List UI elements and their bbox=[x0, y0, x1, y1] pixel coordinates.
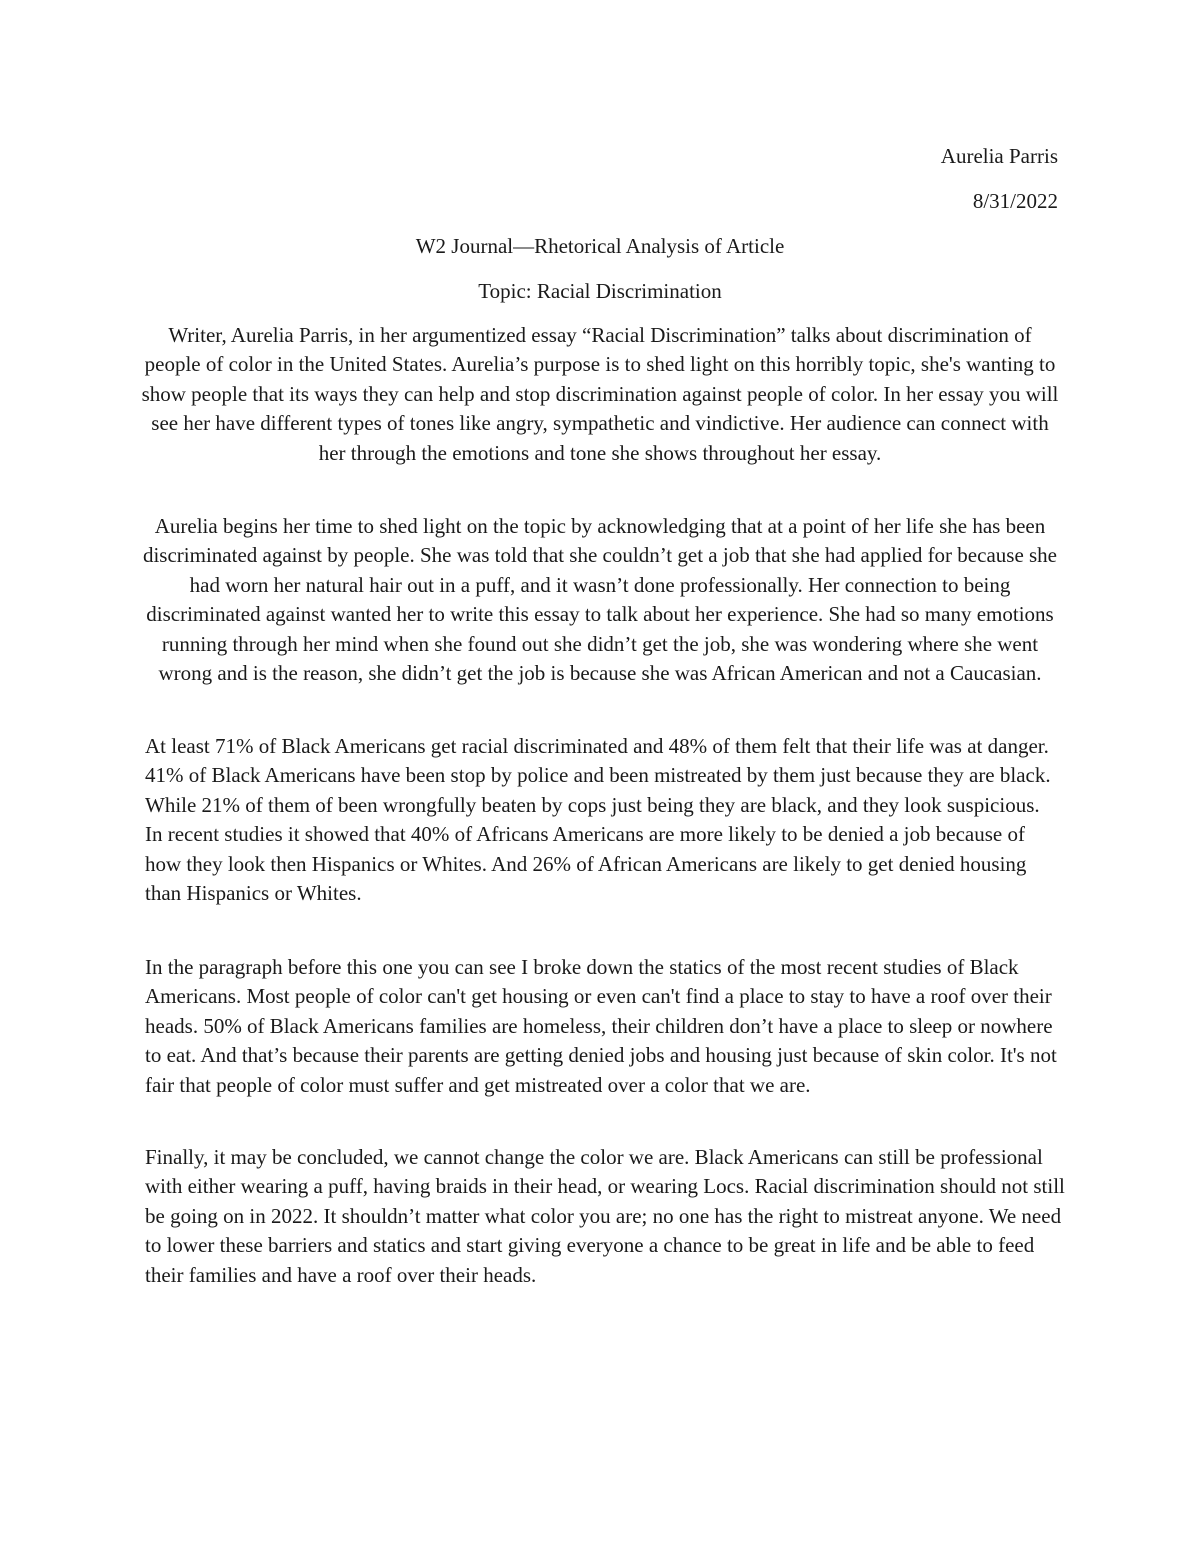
paragraph-intro: Writer, Aurelia Parris, in her argumentized essay “Racial Discrimination” talks about discrimination of people of color in the United States. Aurelia’s purpose is to shed light on this horribly topic, she's wanting to show people that its ways they can help and stop discrimination against people of color. In her essay you will see her have different types of tones like angry, sympathetic and vindictive. Her audience can connect with her through the emotions and tone she shows throughout her essay. bbox=[141, 323, 1059, 465]
document-date: 8/31/2022 bbox=[972, 189, 1058, 213]
paragraph-experience: Aurelia begins her time to shed light on the topic by acknowledging that at a point of her life she has been discriminated against by people. She was told that she couldn’t get a job that she had applied for because she had worn her natural hair out in a puff, and it wasn’t done professionally. Her connection to being discriminated against wanted her to write this essay to talk about her experience. She had so many emotions running through her mind when she found out she didn’t get the job, she was wondering where she went wrong and is the reason, she didn’t get the job is because she was African American and not a Caucasian. bbox=[142, 514, 1058, 686]
author-name: Aurelia Parris bbox=[940, 144, 1058, 168]
document-topic: Topic: Racial Discrimination bbox=[478, 279, 722, 303]
paragraph-analysis: In the paragraph before this one you can see I broke down the statics of the most recent studies of Black Americans. Most people of color can't get housing or even can't find a place to stay to have a roof over their heads. 50% of Black Americans families are homeless, their children don’t have a place to sleep or nowhere to eat. And that’s because their parents are getting denied jobs and housing just because of skin color. It's not fair that people of color must suffer and get mistreated over a color that we are. bbox=[145, 955, 1057, 1097]
paragraph-conclusion: Finally, it may be concluded, we cannot change the color we are. Black Americans can still be professional with either wearing a puff, having braids in their head, or wearing Locs. Racial discrimination should not still be going on in 2022. It shouldn’t matter what color you are; no one has the right to mistreat anyone. We need to lower these barriers and statics and start giving everyone a chance to be great in life and be able to feed their families and have a roof over their heads. bbox=[145, 1145, 1065, 1287]
document-title: W2 Journal—Rhetorical Analysis of Article bbox=[415, 234, 785, 258]
paragraph-statistics: At least 71% of Black Americans get racial discriminated and 48% of them felt that their life was at danger. 41% of Black Americans have been stop by police and been mistreated by them just because they are black. While 21% of them of been wrongfully beaten by cops just being they are black, and they look suspicious. In recent studies it showed that 40% of Africans Americans are more likely to be denied a job because of how they look then Hispanics or Whites. And 26% of African Americans are likely to get denied housing than Hispanics or Whites. bbox=[145, 734, 1051, 906]
